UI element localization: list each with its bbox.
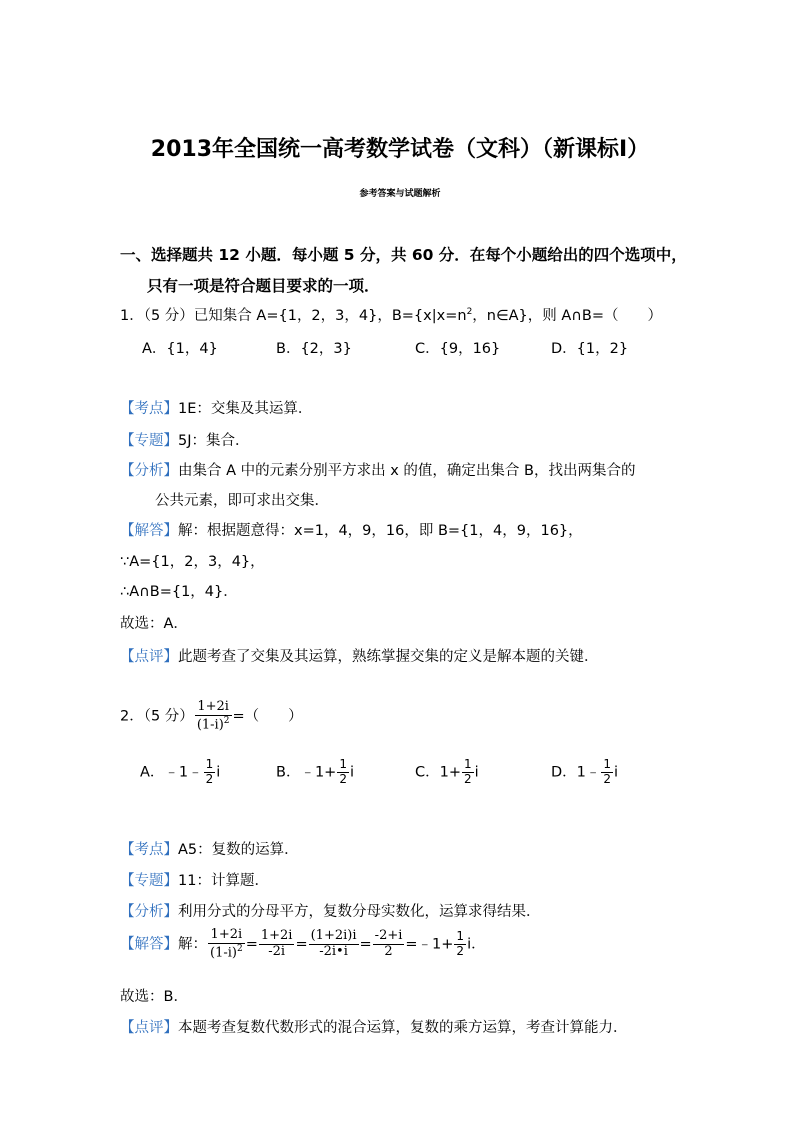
result-suffix: i．: [467, 936, 486, 953]
q2-jieda-fraction-1: [208, 928, 245, 961]
q2-jieda-tag: 【解答】: [120, 936, 178, 953]
fraction-den: [208, 944, 245, 961]
result-prefix: =﹣1+: [405, 936, 454, 953]
q1-answer: 故选：A．: [120, 616, 188, 632]
half-den: 2: [456, 944, 465, 959]
q1-fenxi-line2: 公共元素，即可求出交集．: [155, 493, 329, 509]
half-num: 1: [205, 757, 214, 771]
half-den: 2: [339, 771, 347, 786]
q1-dianping: [120, 645, 599, 666]
q2-dianping-tag: 【点评】: [120, 1020, 178, 1036]
q1-dianping-text: 此题考查了交集及其运算，熟练掌握交集的定义是解本题的关键．: [178, 649, 599, 665]
q1-step-because: ∵A={1，2，3，4}，: [120, 554, 265, 570]
q2-fenxi: [120, 900, 541, 921]
q2-stem-den-text: (1-i): [196, 717, 224, 733]
q1-jieda-tag: 【解答】: [120, 523, 178, 539]
imag-unit: i: [349, 764, 354, 781]
fraction-den-sup: 2: [236, 943, 243, 954]
fraction-den-text: (1-i): [210, 945, 237, 961]
q2-jieda-fraction-4: [373, 929, 405, 960]
fraction-den: 2: [384, 944, 393, 960]
half-num: 1: [339, 757, 347, 771]
fraction-num: -2+i: [374, 928, 403, 944]
q2-stem-den-sup: 2: [223, 715, 230, 726]
q1-option-b: B．{2，3}: [276, 341, 352, 357]
section-heading-line1: 一、选择题共 12 小题．每小题 5 分，共 60 分．在每个小题给出的四个选项中，: [120, 246, 687, 264]
q1-dianping-tag: 【点评】: [120, 649, 178, 665]
q1-step-therefore: ∴A∩B={1，4}．: [120, 584, 238, 600]
q2-jieda-prefix: 解：: [178, 936, 207, 953]
q1-zhuanti-text: 5J：集合．: [178, 433, 250, 449]
q2-zhuanti: [120, 869, 269, 890]
q1-option-d: D．{1，2}: [551, 341, 629, 357]
q2-dianping-text: 本题考查复数代数形式的混合运算，复数的乘方运算，考查计算能力．: [178, 1020, 628, 1036]
q1-kaodian-text: 1E：交集及其运算．: [178, 401, 313, 417]
fraction-num: (1+2i)i: [310, 928, 357, 944]
fraction-num: 1+2i: [260, 928, 293, 944]
equals-sign: =: [245, 936, 258, 953]
q2-option-b-half: [337, 758, 349, 787]
q1-fenxi-text-line1: 由集合 A 中的元素分别平方求出 x 的值，确定出集合 B，找出两集合的: [178, 463, 636, 479]
q1-fenxi-tag: 【分析】: [120, 463, 178, 479]
half-num: 1: [603, 757, 612, 771]
q2-option-c-half: [462, 758, 474, 787]
q2-zhuanti-tag: 【专题】: [120, 873, 178, 889]
q2-option-a-half: [204, 758, 216, 787]
section-heading-line2: 只有一项是符合题目要求的一项．: [147, 277, 380, 295]
q2-option-c-prefix: C．1+: [415, 764, 461, 781]
q2-option-d: [551, 758, 618, 787]
q2-jieda-result-half: [454, 930, 466, 959]
q2-option-a-prefix: A．﹣1﹣: [140, 764, 203, 781]
q2-stem: [120, 700, 303, 733]
q2-option-d-half: [601, 758, 613, 787]
q1-option-c: C．{9，16}: [415, 341, 501, 357]
q2-option-b-prefix: B．﹣1+: [276, 764, 337, 781]
q2-stem-fraction: [195, 700, 232, 733]
fraction-den: -2i: [268, 944, 286, 960]
q2-option-b: [276, 758, 354, 787]
q1-jieda-text: 解：根据题意得：x=1，4，9，16，即 B={1，4，9，16}，: [178, 523, 583, 539]
q2-kaodian-tag: 【考点】: [120, 842, 178, 858]
q1-stem: [120, 304, 662, 325]
q2-fenxi-tag: 【分析】: [120, 904, 178, 920]
fraction-num: 1+2i: [208, 928, 245, 944]
q2-kaodian-text: A5：复数的运算．: [178, 842, 299, 858]
equals-sign: =: [295, 936, 308, 953]
page-title: 2013年全国统一高考数学试卷（文科）（新课标Ⅰ）: [150, 137, 650, 162]
q2-stem-prefix: 2．（5 分）: [120, 708, 194, 725]
q2-answer: 故选：B．: [120, 989, 188, 1005]
q2-jieda: [120, 928, 486, 961]
q2-stem-fraction-den: [195, 716, 232, 733]
half-num: 1: [464, 757, 472, 771]
q1-fenxi: [120, 459, 636, 480]
q2-stem-suffix: =（ ）: [232, 708, 303, 725]
imag-unit: i: [474, 764, 479, 781]
q1-kaodian-tag: 【考点】: [120, 401, 178, 417]
fraction-den: -2i•i: [319, 944, 348, 960]
page-subtitle: 参考答案与试题解析: [359, 189, 441, 199]
q1-jieda: [120, 519, 583, 540]
half-den: 2: [464, 771, 472, 786]
half-den: 2: [205, 771, 214, 786]
q1-zhuanti-tag: 【专题】: [120, 433, 178, 449]
q2-option-c: [415, 758, 479, 787]
imag-unit: i: [216, 764, 221, 781]
half-den: 2: [603, 771, 612, 786]
half-num: 1: [456, 929, 465, 944]
equals-sign: =: [359, 936, 372, 953]
q2-option-a: [140, 758, 220, 787]
q2-kaodian: [120, 838, 299, 859]
q2-fenxi-text: 利用分式的分母平方，复数分母实数化，运算求得结果．: [178, 904, 541, 920]
imag-unit: i: [614, 764, 619, 781]
q2-jieda-fraction-3: [309, 929, 359, 960]
q2-stem-fraction-num: 1+2i: [195, 700, 232, 716]
q1-stem-sup: 2: [466, 307, 473, 318]
q2-dianping: [120, 1016, 628, 1037]
q1-option-a: A．{1，4}: [142, 341, 218, 357]
q1-kaodian: [120, 397, 312, 418]
q1-zhuanti: [120, 429, 250, 450]
q2-jieda-fraction-2: [259, 929, 295, 960]
q1-stem-part-b: ，n∈A}，则 A∩B=（ ）: [472, 308, 662, 324]
q2-option-d-prefix: D．1﹣: [551, 764, 601, 781]
q2-zhuanti-text: 11：计算题．: [178, 873, 269, 889]
q1-stem-part-a: 1．（5 分）已知集合 A={1，2，3，4}，B={x|x=n: [120, 308, 467, 324]
